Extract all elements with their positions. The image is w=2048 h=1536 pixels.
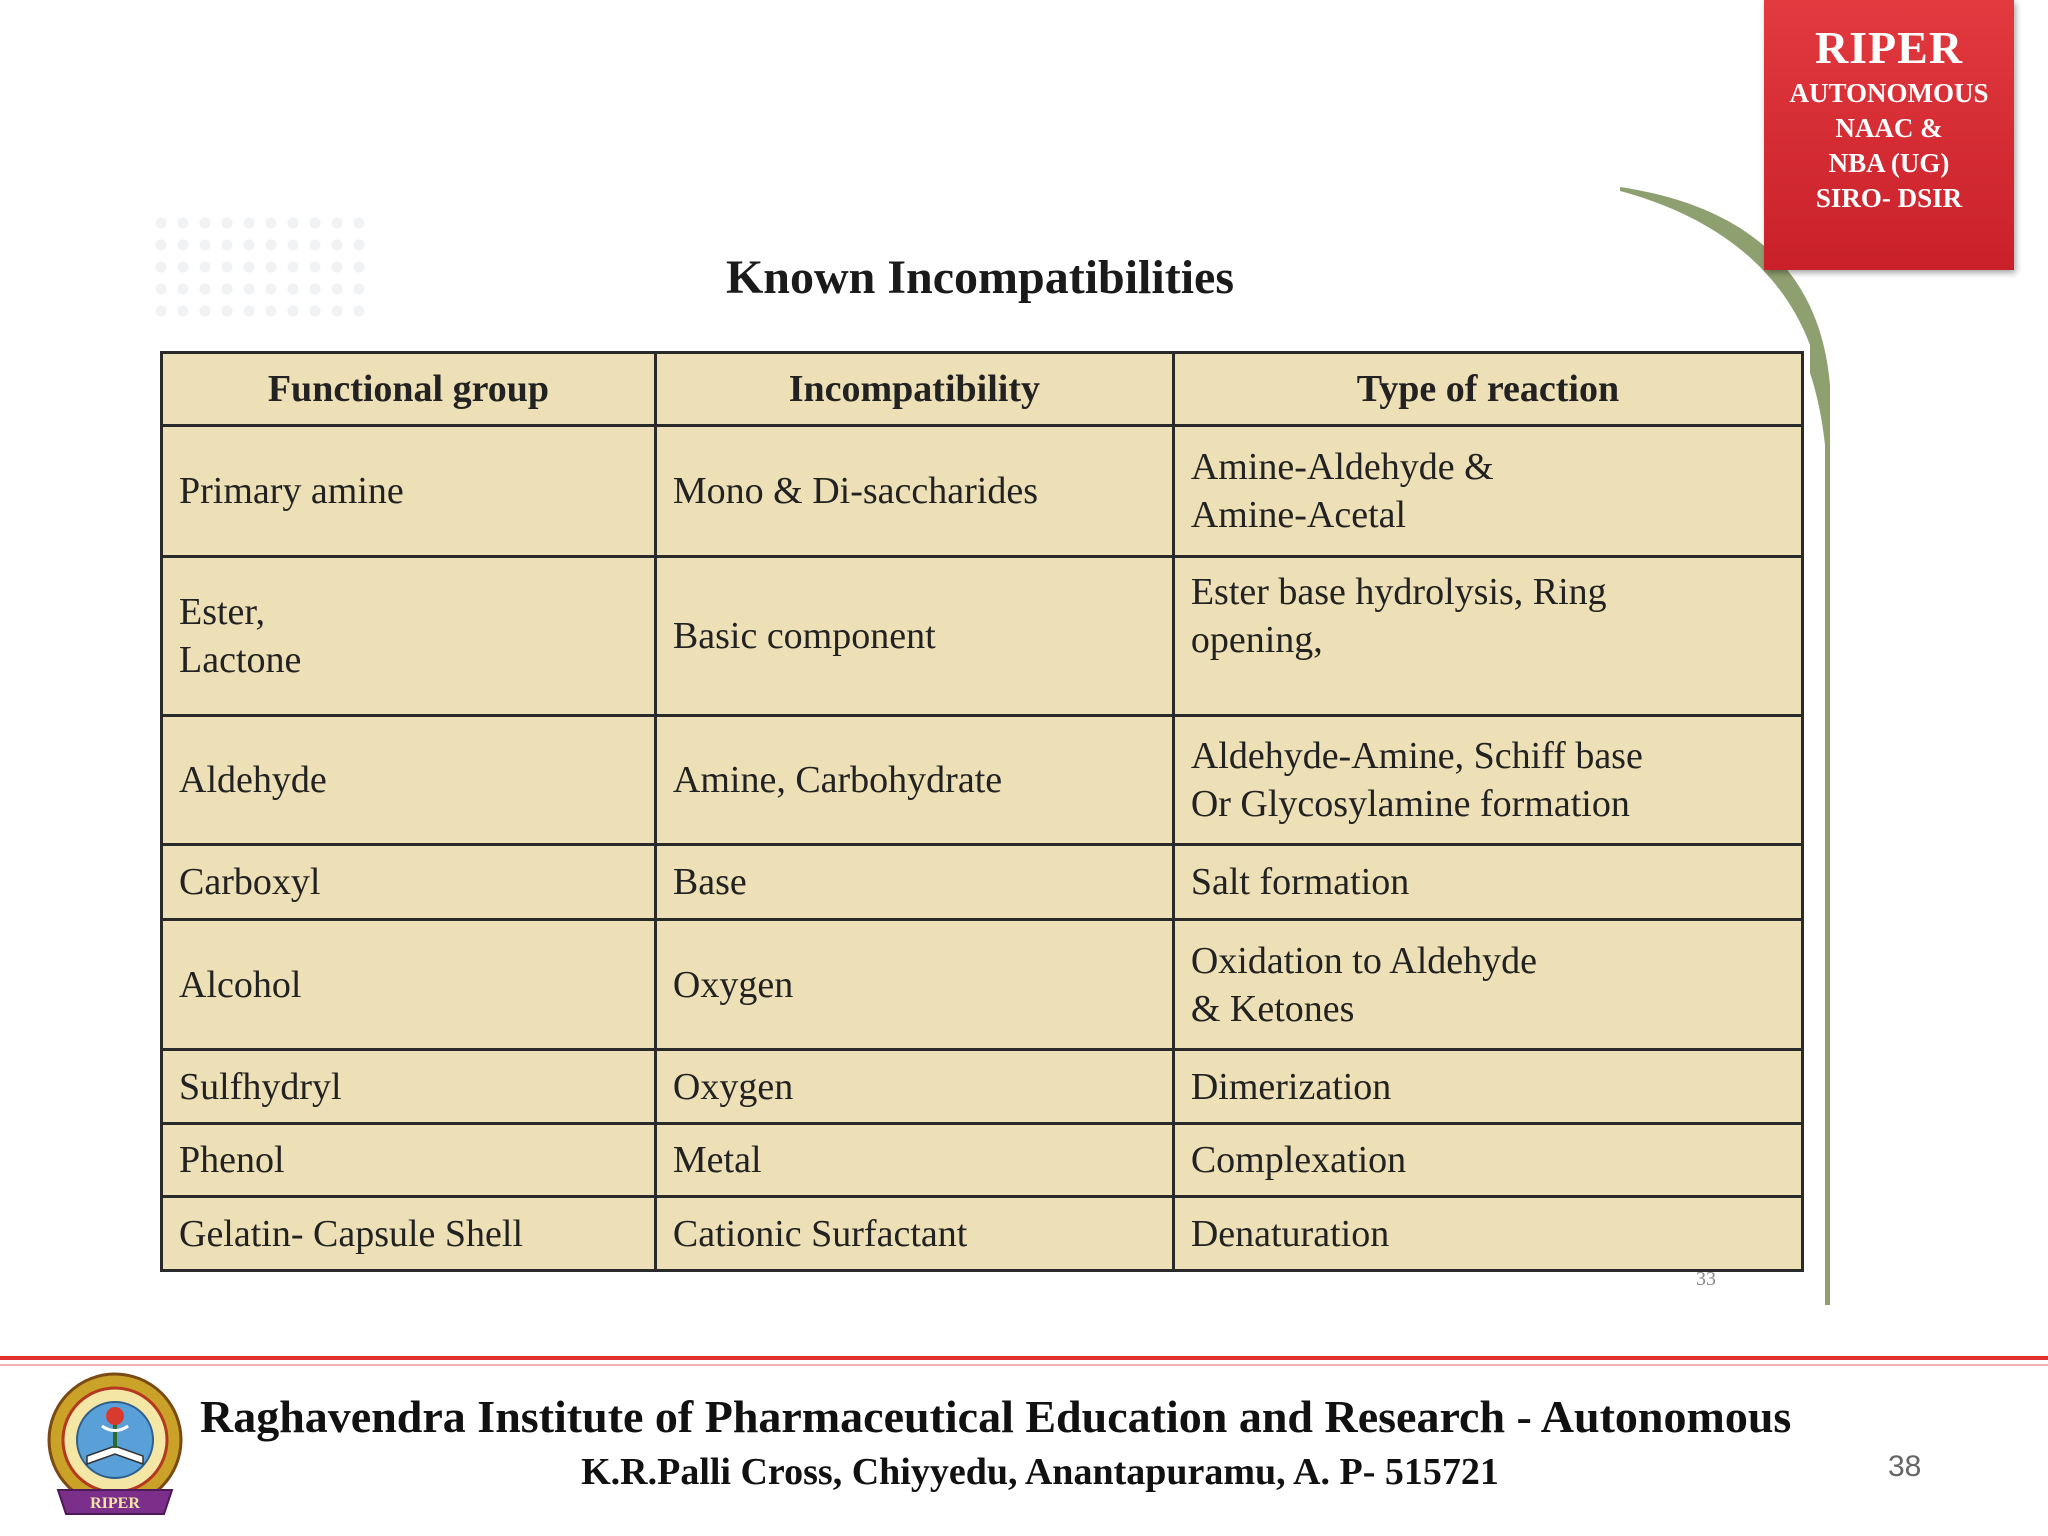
institute-logo-icon: [40, 1368, 190, 1528]
table-cell: Carboxyl: [162, 845, 656, 920]
badge-title: RIPER: [1814, 22, 1964, 73]
table-row: [162, 557, 1803, 716]
slide-title: Known Incompatibilities: [725, 251, 1235, 304]
table-cell: Phenol: [162, 1124, 656, 1197]
embedded-slide-number: 33: [1696, 1268, 1716, 1290]
badge-line-autonomous: AUTONOMOUS: [1789, 78, 1989, 108]
table-cell: Denaturation: [1173, 1197, 1802, 1271]
table-cell: Oxygen: [655, 1050, 1173, 1124]
table-cell: Aldehyde: [162, 716, 656, 845]
table-cell: Complexation: [1173, 1124, 1802, 1197]
table-row: [162, 716, 1803, 845]
table-row: [162, 1050, 1803, 1124]
table-cell: Aldehyde-Amine, Schiff base Or Glycosylamine formation: [1173, 716, 1802, 845]
table-header-row: [162, 353, 1803, 426]
institute-address: K.R.Palli Cross, Chiyyedu, Anantapuramu, A. P- 515721: [581, 1451, 1499, 1493]
table-row: [162, 1197, 1803, 1271]
table-row: [162, 1124, 1803, 1197]
table-cell: Alcohol: [162, 920, 656, 1050]
badge-line-siro: SIRO- DSIR: [1815, 183, 1963, 213]
page-number: 38: [1888, 1450, 1922, 1483]
table-cell: Ester base hydrolysis, Ring opening,: [1173, 557, 1802, 716]
table-cell: Primary amine: [162, 426, 656, 557]
table-cell: Ester, Lactone: [162, 557, 656, 716]
table-cell: Amine, Carbohydrate: [655, 716, 1173, 845]
logo-ribbon-text: RIPER: [90, 1495, 140, 1512]
slide-title-wrap: [160, 250, 1800, 305]
header-type-of-reaction: Type of reaction: [1173, 353, 1802, 426]
table-cell: Mono & Di-saccharides: [655, 426, 1173, 557]
table-row: [162, 845, 1803, 920]
table-cell: Dimerization: [1173, 1050, 1802, 1124]
badge-line-nba: NBA (UG): [1828, 148, 1950, 178]
institute-name: Raghavendra Institute of Pharmaceutical Education and Research - Autonomous: [200, 1391, 1792, 1442]
footer-divider: [0, 1356, 2048, 1360]
table-cell: Gelatin- Capsule Shell: [162, 1197, 656, 1271]
table-cell: Amine-Aldehyde & Amine-Acetal: [1173, 426, 1802, 557]
table-row: [162, 920, 1803, 1050]
riper-badge: [1764, 0, 2014, 270]
badge-line-naac: NAAC &: [1835, 113, 1943, 143]
table-cell: Oxidation to Aldehyde & Ketones: [1173, 920, 1802, 1050]
incompatibilities-table: [160, 351, 1804, 1272]
table-cell: Cationic Surfactant: [655, 1197, 1173, 1271]
table-cell: Salt formation: [1173, 845, 1802, 920]
table-cell: Oxygen: [655, 920, 1173, 1050]
table-row: [162, 426, 1803, 557]
footer-divider-shadow: [0, 1364, 2048, 1366]
header-functional-group: Functional group: [162, 353, 656, 426]
table-cell: Base: [655, 845, 1173, 920]
table-cell: Metal: [655, 1124, 1173, 1197]
table-cell: Sulfhydryl: [162, 1050, 656, 1124]
table-cell: Basic component: [655, 557, 1173, 716]
header-incompatibility: Incompatibility: [655, 353, 1173, 426]
